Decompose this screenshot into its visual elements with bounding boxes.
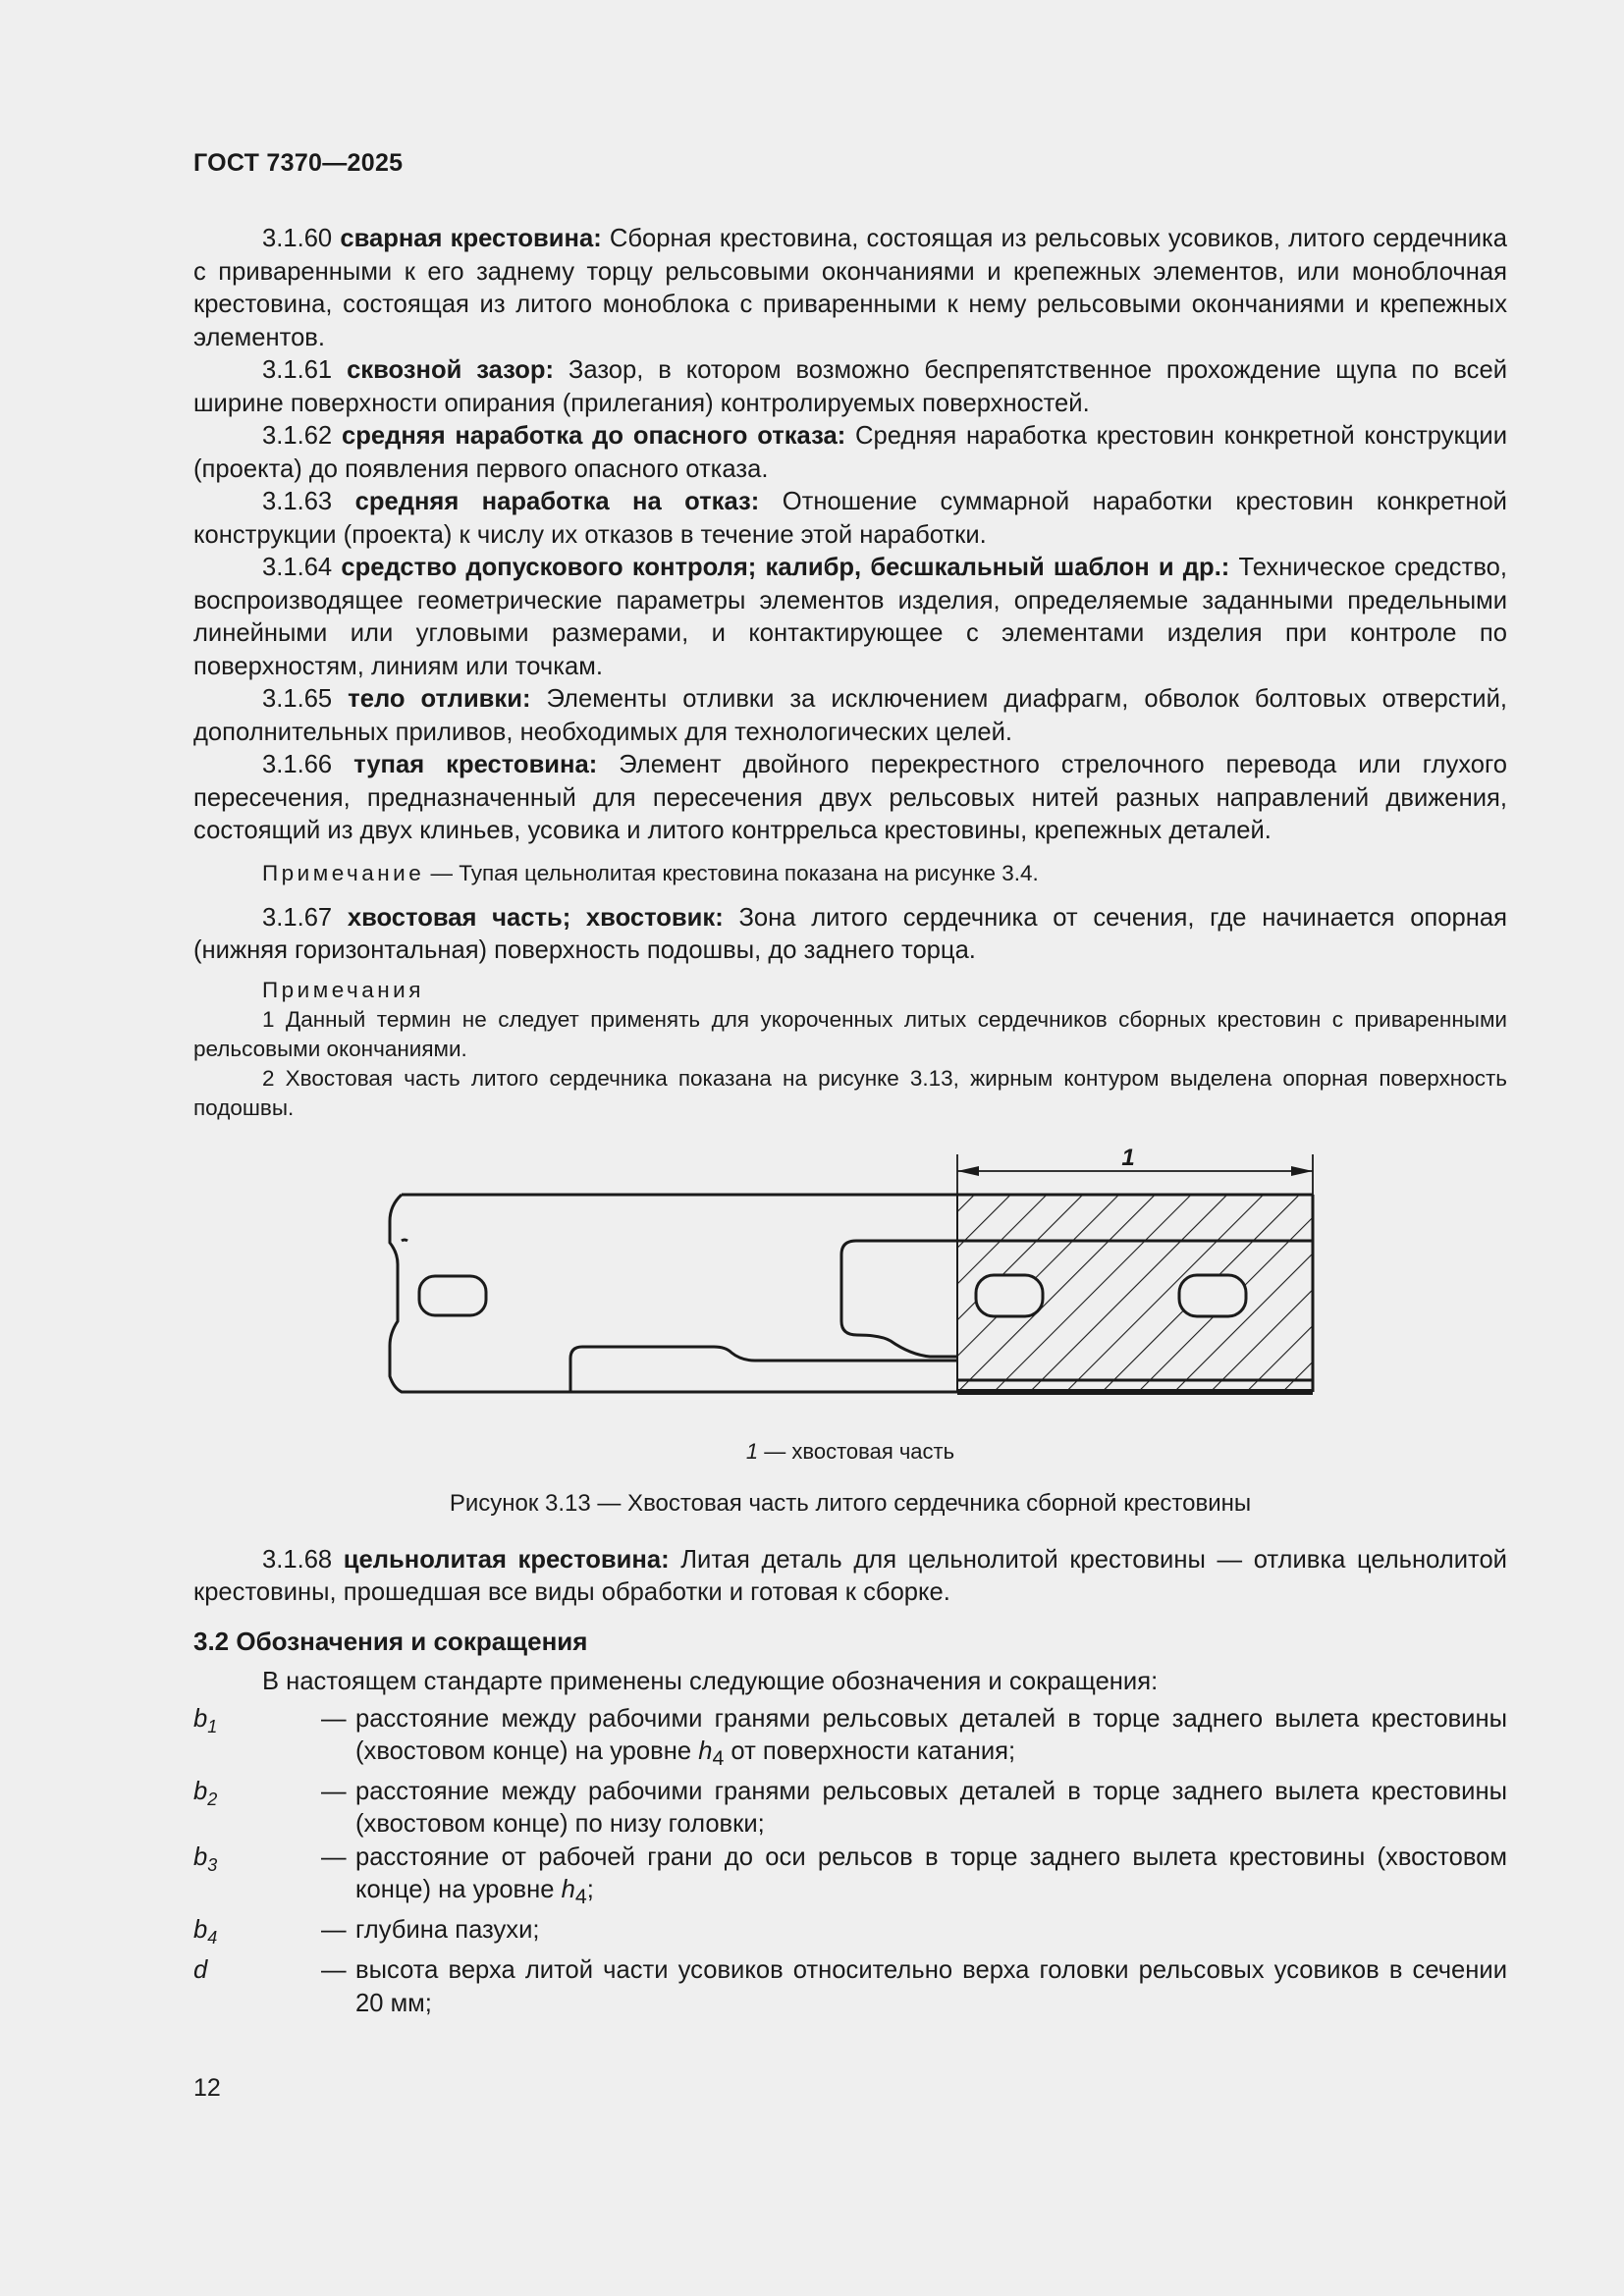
symbol-row	[193, 1914, 1507, 1955]
symbols-list	[193, 1703, 1507, 2021]
term-3-1-64: 3.1.64 средство допускового контроля; калибр, бесшкальный шаблон и др.: Техническое средство, воспроизводящее геометрические параметры элементов изделия, определяемые заданными предельными линейными или угловыми размерами, и контактирующее с элементами изделия при контроле по поверхностям, линиям или точкам.	[193, 554, 1507, 680]
symbol-name: d	[193, 1956, 208, 1985]
symbol-row	[193, 1776, 1507, 1842]
notes-3-1-67	[193, 976, 1507, 1123]
note-3-1-66: Примечание — Тупая цельнолитая крестовина показана на рисунке 3.4.	[262, 860, 1039, 885]
symbol-row	[193, 1842, 1507, 1914]
note-item-1: 1 Данный термин не следует применять для укороченных литых сердечников сборных крестовин с приваренными рельсовыми окончаниями.	[193, 1006, 1507, 1061]
symbol-name: $b_4$	[193, 1915, 218, 1948]
section-title-3-2: 3.2 Обозначения и сокращения	[193, 1626, 588, 1656]
term-3-1-68: 3.1.68 цельнолитая крестовина: Литая деталь для цельнолитой крестовины — отливка цельнолитой крестовины, прошедшая все виды обработки и готовая к сборке.	[193, 1545, 1507, 1606]
note-item-2: 2 Хвостовая часть литого сердечника показана на рисунке 3.13, жирным контуром выделена опорная поверхность подошвы.	[193, 1065, 1507, 1120]
document-header: ГОСТ 7370—2025	[193, 149, 404, 177]
symbol-dash: —	[321, 1915, 347, 1944]
terms-list-a	[193, 223, 1507, 848]
figure-caption: Рисунок 3.13 — Хвостовая часть литого сердечника сборной крестовины	[449, 1490, 1252, 1517]
symbol-name: $b_3$	[193, 1842, 218, 1875]
symbol-dash: —	[321, 1842, 347, 1871]
term-3-1-65: 3.1.65 тело отливки: Элементы отливки за исключением диафрагм, обволок болтовых отверстий, дополнительных приливов, необходимых для технологических целей.	[193, 685, 1507, 746]
symbol-name: $b_1$	[193, 1704, 218, 1736]
symbol-row	[193, 1703, 1507, 1776]
symbol-row	[193, 1954, 1507, 2020]
figure-legend: 1 — хвостовая часть	[745, 1438, 955, 1464]
symbol-dash: —	[321, 1777, 347, 1805]
tail-part-drawing	[193, 1145, 1507, 1429]
symbol-description: высота верха литой части усовиков относительно верха головки рельсовых усовиков в сечении 20 мм;	[355, 1956, 1507, 2017]
symbol-dash: —	[321, 1704, 347, 1733]
term-3-1-60: 3.1.60 сварная крестовина: Сборная крестовина, состоящая из рельсовых усовиков, литого сердечника с приваренными к его заднему торцу рельсовыми окончаниями и крепежных элементов, или моноблочная крестовина, состоящая из литого моноблока с приваренными к нему рельсовыми окончаниями и крепежных элементов.	[193, 225, 1507, 351]
dimension-label: 1	[1121, 1144, 1135, 1171]
symbol-description: расстояние между рабочими гранями рельсовых деталей в торце заднего вылета крестовины (хвостовом конце) на уровне $h_4$ от поверхности катания;	[355, 1704, 1507, 1771]
symbol-name: $b_2$	[193, 1777, 218, 1809]
symbol-description: расстояние между рабочими гранями рельсовых деталей в торце заднего вылета крестовины (хвостовом конце) по низу головки;	[355, 1777, 1507, 1839]
figure-3-13	[193, 1145, 1507, 1521]
term-3-1-63: 3.1.63 средняя наработка на отказ: Отношение суммарной наработки крестовин конкретной конструкции (проекта) к числу их отказов в течение этой наработки.	[193, 488, 1507, 549]
symbol-description: глубина пазухи;	[355, 1915, 540, 1944]
term-3-1-66: 3.1.66 тупая крестовина: Элемент двойного перекрестного стрелочного перевода или глухого пересечения, предназначенный для пересечения двух рельсовых нитей разных направлений движения, состоящий из двух клиньев, усовика и литого контррельса крестовины, крепежных деталей.	[193, 751, 1507, 844]
symbol-description: расстояние от рабочей грани до оси рельсов в торце заднего вылета крестовины (хвостовом конце) на уровне $h_4$;	[355, 1842, 1507, 1909]
section-intro: В настоящем стандарте применены следующие обозначения и сокращения:	[262, 1668, 1159, 1695]
term-3-1-67: 3.1.67 хвостовая часть; хвостовик: Зона литого сердечника от сечения, где начинается опорная (нижняя горизонтальная) поверхность подошвы, до заднего торца.	[193, 903, 1507, 964]
term-3-1-61: 3.1.61 сквозной зазор: Зазор, в котором возможно беспрепятственное прохождение щупа по всей ширине поверхности опирания (прилегания) контролируемых поверхностей.	[193, 356, 1507, 417]
document-body	[193, 223, 1507, 2020]
page-number: 12	[193, 2074, 221, 2102]
notes-title: Примечания	[262, 977, 424, 1002]
left-bolt-hole	[419, 1276, 486, 1315]
term-3-1-62: 3.1.62 средняя наработка до опасного отказа: Средняя наработка крестовин конкретной конструкции (проекта) до появления первого опасного отказа.	[193, 422, 1507, 483]
symbol-dash: —	[321, 1956, 347, 1985]
